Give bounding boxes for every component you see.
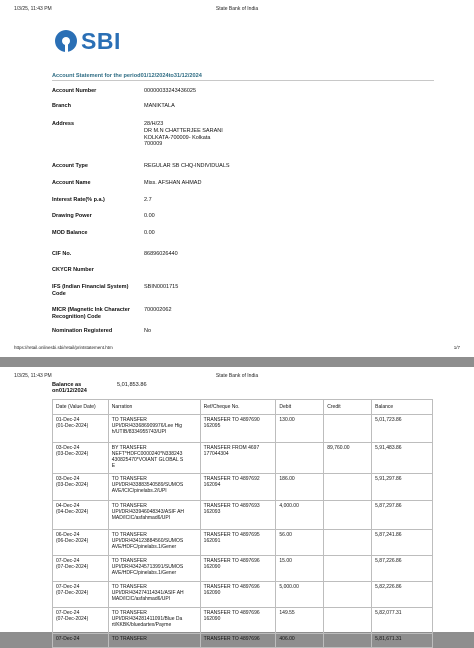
cell-debit: 15.00 bbox=[276, 556, 324, 582]
cell-date: 03-Dec-24 (03-Dec-2024) bbox=[53, 474, 109, 501]
cell-credit bbox=[324, 556, 372, 582]
table-row bbox=[53, 501, 433, 530]
table-row bbox=[53, 474, 433, 501]
cell-date: 07-Dec-24 bbox=[53, 634, 109, 648]
cell-debit: 406.00 bbox=[276, 634, 324, 648]
opening-balance-value: 5,01,853.86 bbox=[117, 382, 147, 388]
print-page-title: State Bank of India bbox=[215, 373, 259, 379]
column-header-narration: Narration bbox=[108, 400, 200, 415]
cell-balance: 5,82,226.86 bbox=[372, 582, 433, 608]
cell-credit bbox=[324, 582, 372, 608]
sbi-keyhole-icon bbox=[55, 30, 77, 52]
cell-debit: 4,000.00 bbox=[276, 501, 324, 530]
cell-debit: 5,000.00 bbox=[276, 582, 324, 608]
table-row bbox=[53, 530, 433, 556]
detail-value: SBIN0001715 bbox=[144, 284, 179, 290]
detail-label: Branch bbox=[52, 103, 71, 109]
cell-ref: TRANSFER TO 4897692 162094 bbox=[200, 474, 276, 501]
cell-narration: TO TRANSFER UPI/DR/434281411091/Blue Da rt/KKBK/bluedartex/Payme bbox=[108, 608, 200, 634]
detail-value: No bbox=[144, 328, 152, 334]
cell-credit bbox=[324, 634, 372, 648]
cell-date: 01-Dec-24 (01-Dec-2024) bbox=[53, 415, 109, 443]
cell-date: 07-Dec-24 (07-Dec-2024) bbox=[53, 556, 109, 582]
cell-credit bbox=[324, 530, 372, 556]
footer-url-link[interactable]: https://retail.onlinesbi.sbi/retail/printstatement.htm bbox=[14, 345, 113, 350]
table-row bbox=[53, 443, 433, 474]
cell-credit bbox=[324, 608, 372, 634]
cell-balance: 5,87,297.86 bbox=[372, 501, 433, 530]
detail-label: Account Type bbox=[52, 163, 88, 169]
detail-label: IFS (Indian Financial System) Code bbox=[52, 284, 129, 297]
print-datetime: 1/3/25, 11:43 PM bbox=[14, 373, 52, 379]
print-header bbox=[14, 6, 460, 14]
print-page-title: State Bank of India bbox=[215, 6, 259, 12]
detail-value: 2.7 bbox=[144, 197, 152, 203]
cell-narration: TO TRANSFER bbox=[108, 634, 200, 648]
opening-balance-label: Balance as on01/12/2024 bbox=[52, 382, 87, 394]
cell-debit bbox=[276, 443, 324, 474]
column-header-balance: Balance bbox=[372, 400, 433, 415]
cell-date: 03-Dec-24 (03-Dec-2024) bbox=[53, 443, 109, 474]
cell-balance: 5,91,297.86 bbox=[372, 474, 433, 501]
cell-debit: 56.00 bbox=[276, 530, 324, 556]
detail-value: 0.00 bbox=[144, 213, 155, 219]
transactions-table bbox=[52, 399, 433, 648]
cell-balance: 5,91,483.86 bbox=[372, 443, 433, 474]
detail-value: Miss. AFSHAN AHMAD bbox=[144, 180, 202, 186]
cell-credit bbox=[324, 501, 372, 530]
cell-date: 04-Dec-24 (04-Dec-2024) bbox=[53, 501, 109, 530]
cell-balance: 5,01,723.86 bbox=[372, 415, 433, 443]
detail-label: MICR (Magnetic Ink Character Recognition) Code bbox=[52, 307, 130, 320]
cell-ref: TRANSFER TO 4897693 162093 bbox=[200, 501, 276, 530]
column-header-ref: Ref/Cheque No. bbox=[200, 400, 276, 415]
cell-credit: 89,760.00 bbox=[324, 443, 372, 474]
detail-label: CIF No. bbox=[52, 251, 72, 257]
cell-balance: 5,87,241.86 bbox=[372, 530, 433, 556]
sbi-logo bbox=[55, 28, 121, 54]
table-row bbox=[53, 608, 433, 634]
detail-value: 00000033243436025 bbox=[144, 88, 197, 94]
detail-label: Interest Rate(% p.a.) bbox=[52, 197, 105, 203]
detail-label: Nomination Registered bbox=[52, 328, 113, 334]
detail-label: Address bbox=[52, 121, 75, 127]
column-header-date: Date (Value Date) bbox=[53, 400, 109, 415]
cell-narration: TO TRANSFER UPI/DR/433686909976/Lee Hig h/UTIB/8334955743/UPI bbox=[108, 415, 200, 443]
cell-credit bbox=[324, 415, 372, 443]
column-header-debit: Debit bbox=[276, 400, 324, 415]
title-divider bbox=[52, 80, 434, 81]
cell-ref: TRANSFER TO 4897695 162091 bbox=[200, 530, 276, 556]
cell-ref: TRANSFER TO 4897690 162095 bbox=[200, 415, 276, 443]
table-row bbox=[53, 634, 433, 648]
cell-balance: 5,81,671.31 bbox=[372, 634, 433, 648]
cell-debit: 149.55 bbox=[276, 608, 324, 634]
detail-value: 0.00 bbox=[144, 230, 155, 236]
print-header bbox=[14, 373, 460, 381]
detail-value: REGULAR SB CHQ-INDIVIDUALS bbox=[144, 163, 230, 169]
cell-ref: TRANSFER TO 4897696 162090 bbox=[200, 556, 276, 582]
cell-balance: 5,87,226.86 bbox=[372, 556, 433, 582]
cell-narration: TO TRANSFER UPI/DR/434274114341/ASIF AH MAD/ICIC/asfahmad6/UPI bbox=[108, 582, 200, 608]
cell-ref: TRANSFER TO 4897696 162090 bbox=[200, 582, 276, 608]
cell-narration: TO TRANSFER UPI/DR/434123884560/SUMOS AVE/HDFC/pinelabs.1/Gener bbox=[108, 530, 200, 556]
cell-narration: BY TRANSFER NEFT*HDFC0000240*N338243 430825470*VOIANT GLOBAL S E bbox=[108, 443, 200, 474]
detail-value: 28/H/23 DR M.N CHATTERJEE SARANI KOLKATA-700009- Kolkata 700009 bbox=[144, 121, 223, 148]
detail-label: CKYCR Number bbox=[52, 267, 94, 273]
cell-debit: 186.00 bbox=[276, 474, 324, 501]
cell-date: 07-Dec-24 (07-Dec-2024) bbox=[53, 582, 109, 608]
statement-title: Account Statement for the period01/12/2024to31/12/2024 bbox=[52, 73, 202, 79]
cell-balance: 5,82,077.31 bbox=[372, 608, 433, 634]
table-row bbox=[53, 556, 433, 582]
cell-narration: TO TRANSFER UPI/DR/434245713991/SUMOS AVE/HDFC/pinelabs.1/Gener bbox=[108, 556, 200, 582]
print-footer bbox=[14, 345, 460, 353]
footer-page-number: 1/7 bbox=[453, 345, 460, 350]
table-row bbox=[53, 582, 433, 608]
statement-page-2 bbox=[0, 367, 474, 642]
print-datetime: 1/3/25, 11:43 PM bbox=[14, 6, 52, 12]
detail-label: Account Name bbox=[52, 180, 91, 186]
cell-date: 07-Dec-24 (07-Dec-2024) bbox=[53, 608, 109, 634]
detail-label: Account Number bbox=[52, 88, 97, 94]
detail-label: MOD Balance bbox=[52, 230, 88, 236]
detail-value: 700002062 bbox=[144, 307, 172, 313]
cell-ref: TRANSFER TO 4897696 bbox=[200, 634, 276, 648]
column-header-credit: Credit bbox=[324, 400, 372, 415]
cell-date: 06-Dec-24 (06-Dec-2024) bbox=[53, 530, 109, 556]
detail-value: MANIKTALA bbox=[144, 103, 175, 109]
cell-narration: TO TRANSFER UPI/DR/433946048343/ASIF AH MAD/ICIC/asfahmad6/UPI bbox=[108, 501, 200, 530]
detail-label: Drawing Power bbox=[52, 213, 92, 219]
sbi-logo-text: SBI bbox=[81, 27, 121, 54]
cell-credit bbox=[324, 474, 372, 501]
table-row bbox=[53, 415, 433, 443]
cell-narration: TO TRANSFER UPI/DR/433883540589/SUMOS AVE/ICIC/pinelabs.2/UPI bbox=[108, 474, 200, 501]
table-header-row bbox=[53, 400, 433, 415]
cell-ref: TRANSFER FROM 4697 177044304 bbox=[200, 443, 276, 474]
cell-debit: 130.00 bbox=[276, 415, 324, 443]
detail-value: 86896026440 bbox=[144, 251, 178, 257]
cell-ref: TRANSFER TO 4897696 162090 bbox=[200, 608, 276, 634]
